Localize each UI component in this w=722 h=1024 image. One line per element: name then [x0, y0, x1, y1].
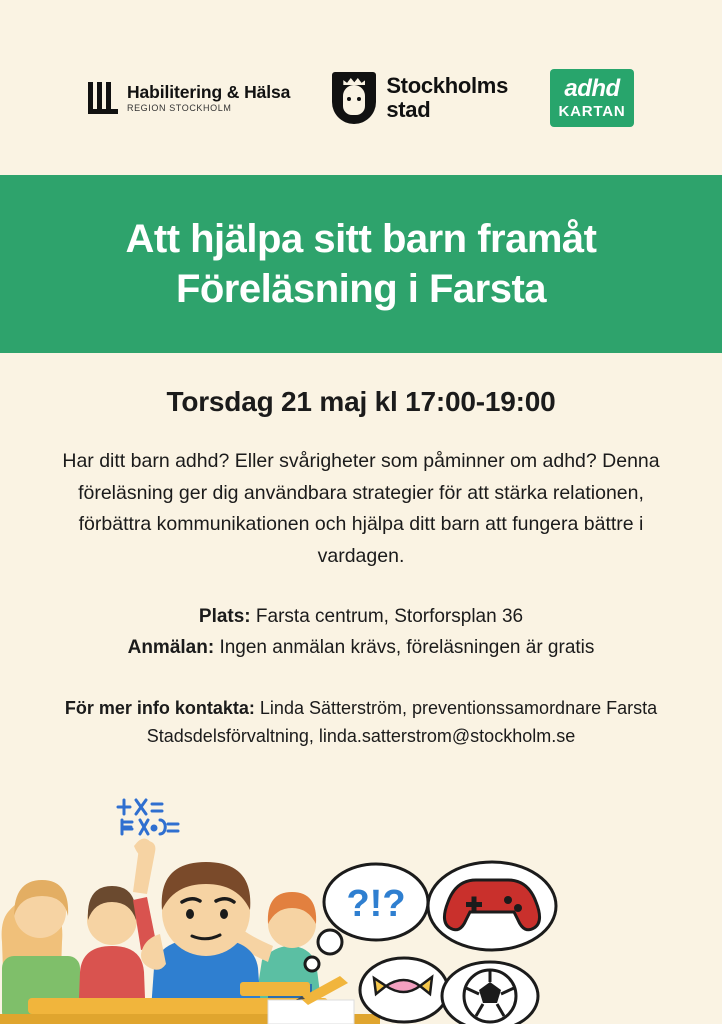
event-contact [51, 695, 671, 751]
event-place-value: Farsta centrum, Storforsplan 36 [255, 606, 524, 628]
event-details [0, 602, 722, 663]
stockholm-crest-icon [332, 72, 376, 124]
event-place-row [0, 602, 722, 632]
adhd-kartan-line-2: KARTAN [558, 103, 626, 120]
event-datetime: Torsdag 21 maj kl 17:00-19:00 [166, 386, 556, 417]
stockholms-stad-line-1: Stockholms [386, 73, 509, 98]
title-banner [0, 175, 722, 353]
habilitering-logo [88, 82, 290, 114]
habilitering-logo-subtitle: REGION STOCKHOLM [126, 102, 232, 113]
poster-body [0, 353, 722, 751]
svg-text:?!?: ?!? [346, 883, 406, 925]
banner-title-line-1: Att hjälpa sitt barn framåt [125, 217, 597, 261]
banner-title-line-2: Föreläsning i Farsta [175, 267, 547, 311]
logo-row [0, 58, 722, 138]
habilitering-logo-icon [88, 82, 118, 114]
event-place-label: Plats: [198, 606, 251, 628]
habilitering-logo-title: Habilitering & Hälsa [126, 81, 291, 102]
event-description: Har ditt barn adhd? Eller svårigheter som påminner om adhd? Denna föreläsning ger dig användbara strategier för att stärka relationen, förbättra kommunikationen och hjälpa ditt barn att fungera bättre i vardagen. [62, 450, 660, 567]
event-registration-value: Ingen anmälan krävs, föreläsningen är gratis [219, 636, 595, 658]
event-registration-label: Anmälan: [127, 636, 215, 658]
event-contact-label: För mer info kontakta: [64, 698, 255, 719]
classroom-illustration [0, 784, 722, 1024]
adhd-kartan-logo [550, 69, 634, 127]
adhd-kartan-line-1: adhd [564, 75, 620, 102]
habilitering-logo-text [127, 83, 290, 114]
stockholms-stad-logo [332, 72, 508, 124]
stockholms-stad-line-2: stad [386, 97, 431, 122]
event-registration-row [0, 633, 722, 663]
event-contact-value: Linda Sätterström, preventionssamordnare Farsta Stadsdelsförvaltning, linda.satterstrom@stockholm.se [146, 698, 658, 746]
stockholms-stad-logo-text [386, 75, 508, 121]
